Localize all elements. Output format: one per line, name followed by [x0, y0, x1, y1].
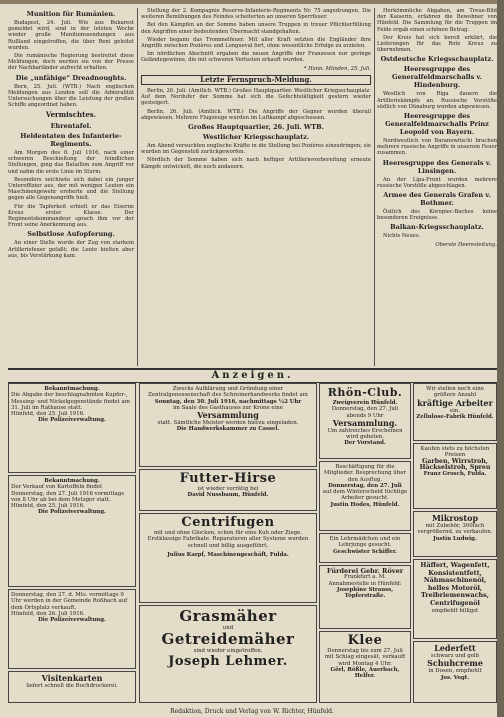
paragraph: Die rumänische Regierung bestreitet diese Meldungen, doch werden sie von der Presse der Nachbarländer aufrecht erhalten. [8, 53, 134, 72]
heading-leopold: Heeresgruppe des Generalfeldmarschalls Prinz Leopold von Bayern. [385, 112, 489, 137]
ad-title-2: Getreidemäher [161, 630, 295, 649]
dateline: * Hann. Münden, 25. Juli. [303, 65, 371, 72]
column-3 [377, 8, 497, 366]
ad-klee [319, 631, 411, 703]
ad-visitenkarten [8, 671, 136, 703]
ad-title-1: Grasmäher [179, 607, 277, 625]
ad-list: Garben, Wirrstroh, Häckselstroh, Spreu [419, 457, 491, 471]
ad-seller: David Nussbaum, Hünfeld. [187, 492, 269, 499]
ad-seller: Jos. Vogt. [440, 674, 470, 681]
paragraph: Wieder begann das Trommelfeuer. Mit aller Kraft setzten die Engländer ihre Angriffe zwischen Pozières und Longueval fort, ohne wesentliche Erfolge zu erzielen. [141, 36, 371, 50]
ad-futter-hirse [139, 469, 317, 511]
heading-balkan: Balkan-Kriegsschauplatz. [390, 223, 484, 232]
heading-fernspruch: Letzte Fernspruch-Meldung. [141, 75, 371, 85]
ad-date: Donnerstag, den 27. Juli abends 9 Uhr [331, 406, 399, 419]
ad-subtitle: ist wieder vorrätig bei [197, 486, 259, 492]
ad-text: Um zahlreiches Erscheinen wird gebeten. [327, 427, 403, 441]
ad-text: mit Zubehör, 300fach vergrößernd, zu verkaufen. [417, 523, 493, 536]
column-rule [137, 8, 138, 366]
ad-grasmaeher [139, 605, 317, 703]
ad-title: Bekanntmachung. [44, 386, 100, 392]
ad-text: Donnerstag, den 27. d. Mts. vormittags 9 Uhr werden in der Gemeinde Roßbach auf dem Ortsplatz verkauft. [11, 592, 128, 611]
ad-seller: Josephine Strauss, Töpferstraße. [336, 586, 394, 600]
footer-imprint: Redaktion, Druck und Verlag von W. Richter, Hünfeld. [170, 708, 334, 715]
paragraph: Stellung der 2. Kompagnie Reserve-Infanterie-Regiments Nr. 75 angedrungen. Die weiteren Bemühungen des Feindes scheiterten an unseren Sperrfeuer. [141, 8, 371, 21]
ad-seller: Julius Karpf, Maschinengeschäft, Fulda. [167, 551, 289, 558]
ad-text: liefert schnell die Buchdruckerei. [26, 683, 118, 689]
ad-subtitle: Zweigverein Hünfeld. [332, 400, 398, 406]
ad-title: Versammlung [197, 410, 259, 421]
paragraph: Westlich von Riga dauern die Artilleriekämpfe an. Russische Vorstöße südlich von Dünaburg wurden abgewiesen. [377, 91, 497, 110]
ad-subtitle: ein. [449, 407, 461, 414]
paragraph: Am Morgen des 8. Juli 1916, nach einer schweren Beschießung der feindlichen Stellungen, ging das Bataillon zum Angriff vor und nahm die erste Linie im Sturm. [8, 149, 134, 175]
ad-seller: Justin Hodes, Hünfeld. [330, 501, 400, 508]
ad-title-2: Schuhcreme [427, 658, 483, 669]
ad-date: Sonntag, den 30. Juli 1916, nachmittags ½2 Uhr [154, 398, 302, 405]
ad-intro: Wir stellen noch eine größere Anzahl [426, 386, 484, 399]
ad-text: Der Verkauf von Kartoffeln findet Donnerstag, den 27. Juli 1916 vormittags von 8 Uhr ab bei dem Metzger statt. [11, 484, 125, 503]
ad-fuerderei [319, 565, 411, 629]
ad-subtitle: sind wieder eingetroffen. [193, 648, 263, 655]
ad-title: kräftige Arbeiter [417, 397, 493, 408]
heading-bothmer: Armee des Generals Grafen v. Bothmer. [383, 191, 491, 208]
ad-title: Fürderei Gebr. Röver [326, 567, 404, 575]
ad-firm: Zellulose-Fabrik Hünfeld. [416, 413, 494, 420]
ad-place: im Saale des Gasthauses zur Krone eine [173, 404, 283, 411]
signature: Oberste Heeresleitung. [435, 241, 497, 248]
paragraph: Im nördlichen Abschnitt ergaben die neuen Angriffe der Franzosen nur geringe Geländegewinne, die mit schweren Verlusten erkauft wurden. [141, 51, 371, 64]
heading-vermischtes: Vermischtes. [45, 110, 97, 120]
column-1 [8, 8, 134, 366]
column-2 [141, 8, 371, 366]
heading-munition: Munition für Rumänien. [26, 10, 116, 18]
ad-date: Donnerstag, den 27. Juli [328, 482, 402, 489]
column-rule [374, 8, 375, 366]
ad-intro: Zwecks Aufklärung und Gründung einer Zentralgenossenschaft des Schreinerhandwerks findet am [148, 386, 308, 399]
ad-title: Klee [347, 633, 383, 648]
heading-hindenburg: Heeresgruppe des Generalfeldmarschalls v. Hindenburg. [392, 65, 482, 90]
ad-signature: Die Polizeiverwaltung. [38, 509, 106, 516]
anzeigen-header [8, 368, 497, 383]
paragraph: Am Abend versuchten englische Kräfte in die Stellung bei Pozières einzudringen; sie wurden im Gegenstoß zurückgeworfen. [141, 143, 371, 156]
paragraph: Herkömmliche Abgaben, am Treue-Bild der Kaiserin, erfahren die Bewohner von Hünfeld. Die Sammlung für die Truppen im Felde ergab einen schönen Betrag. [377, 8, 497, 33]
ad-text: in Dosen, empfiehlt [428, 668, 482, 675]
ad-bekanntmachung-3 [8, 589, 136, 669]
ad-bekanntmachung-2 [8, 475, 136, 587]
heading-aufopferung: Selbstlose Aufopferung. [27, 230, 115, 239]
ad-text: Beschäftigung für die Mitglieder. Besprechung über den Ausflug. [324, 464, 406, 483]
ad-seller: Geschwister Schiffer. [333, 548, 397, 555]
ad-title: Mikrostop [431, 513, 479, 523]
ad-text: mit und ohne Glocken, schon für eine Kuh oder Ziege. Erstklassige Fabrikate. Reparaturen aller Systeme werden schnell und billig ausgeführt. [147, 530, 309, 549]
ad-and: und [222, 625, 234, 631]
ad-arbeiter [413, 383, 497, 441]
paragraph: Nördlich der Somme haben sich nach heftiger Artillerievorbereitung erneute Kämpfe entwickelt, die noch andauern. [141, 157, 371, 170]
ad-versammlung-schreiner [139, 383, 317, 467]
heading-ostlich: Ostdeutsche Kriegsschauplatz. [380, 55, 494, 64]
heading-linsingen: Heeresgruppe des Generals v. Linsingen. [382, 158, 492, 175]
heading-dreadnoughts: Die „unfähige“ Dreadnoughts. [15, 73, 127, 82]
paragraph: Bei den Kämpfen an der Somme haben unsere Truppen in treuer Pflichterfüllung den Angriffen einer bedeutenden Übermacht standgehalten. [141, 22, 371, 35]
ad-rhoen-2 [319, 461, 411, 531]
ad-seller: Joseph Lehmer. [168, 653, 288, 669]
ad-seller: Görl, Rößle, Auerbach, Helfer. [330, 666, 400, 680]
paragraph: Östlich des Koropiec-Baches keine besonderen Ereignisse. [377, 209, 497, 222]
ad-title: Rhön-Club. [327, 386, 403, 399]
ad-kaufen [413, 443, 497, 509]
heading-ehrentafel: Ehrentafel. [50, 121, 92, 130]
ad-title: Visitenkarten [41, 673, 103, 683]
ad-signature: Die Polizeiverwaltung. [38, 417, 106, 424]
ad-place: Hünfeld, den 25. Juli 1916. [11, 503, 85, 510]
ad-bekanntmachung-1 [8, 383, 136, 473]
paragraph: Berlin, 26. Juli. (Amtlich. WTB.) Großes Hauptquartier. Westlicher Kriegsschauplatz: Auf dem Nordufer der Somme hat sich die Gefechtstätigkeit gestern wieder gesteigert. [141, 88, 371, 107]
heading-westlich: Westlicher Kriegsschauplatz. [202, 133, 310, 142]
ad-seller: Justin Ludwig. [433, 535, 477, 542]
heading-hauptquartier: Großes Hauptquartier, 26. Juli. WTB. [188, 123, 324, 132]
ad-text: Die Abgabe der beschlagnahmten Kupfer-, Messing- und Nickelgegenstände findet am 31. Juli im Rathause statt. [11, 392, 130, 411]
ad-place: Hünfeld, den 25. Juli 1916. [11, 411, 85, 418]
paragraph: An der Lipa-Front wurden mehrere russische Vorstöße abgeschlagen. [377, 176, 497, 189]
ad-centrifugen [139, 513, 317, 603]
ad-intro: Kaufen stets zu höchsten Preisen [420, 446, 490, 459]
ad-signature: Die Polizeiverwaltung. [38, 617, 106, 624]
page-top-edge [0, 0, 504, 4]
paragraph: Berlin, 26. Juli. (Amtlich. WTB.) Die Angriffe der Gegner wurden überall abgewiesen. Mehrere Flugzeuge wurden im Luftkampf abgeschossen. [141, 108, 371, 121]
ad-title: Bekanntmachung. [44, 478, 100, 484]
ad-mikrostop [413, 511, 497, 557]
ad-lehrmaedchen [319, 533, 411, 563]
paragraph: Budapest, 24. Juli. Wie aus Bukarest gemeldet wird, sind in der letzten Woche wieder große Munitionssendungen aus Rußland eingetroffen, die über Reni geleitet wurden. [8, 20, 134, 51]
paragraph: Bern, 25. Juli. (WTB.) Nach englischen Meldungen aus London soll die Admiralität Untersuchungen über die Leistung der großen Schiffe angeordnet haben. [8, 83, 134, 109]
ad-subtitle: schwarz und gelb [430, 653, 480, 659]
paragraph: Nordwestlich von Baranowitschi brachen mehrere russische Angriffe in unserem Feuer zusammen. [377, 138, 497, 157]
paragraph: Für die Tapferkeit erhielt er das Eiserne Kreuz erster Klasse. Der Regimentskommandeur sprach ihm vor der Front seine Anerkennung aus. [8, 203, 134, 229]
paragraph: Besonders zeichnete sich dabei ein junger Unteroffizier aus, der mit wenigen Leuten ein Maschinengewehr eroberte und die Stellung gegen alle Gegenangriffe hielt. [8, 176, 134, 202]
ad-subtitle: Frankfurt a. M. [343, 574, 387, 581]
paragraph: Nichts Neues. [383, 233, 421, 240]
paragraph: Der Kreis hat sich bereit erklärt, die Lieferungen für das Rote Kreuz zu übernehmen. [377, 34, 497, 54]
page-right-edge [497, 0, 504, 717]
ad-haeffert [413, 559, 497, 639]
ad-heading: Versammlung. [332, 417, 398, 428]
ad-organizer: Die Handwerkskammer zu Cassel. [176, 426, 280, 433]
ad-text: Annahmestelle in Hünfeld: [328, 580, 402, 587]
ad-rhoen-club [319, 383, 411, 459]
ad-text: Donnerstag bis zum 27. Juli mit Schlag eingesät, verkauft wird Montag 4 Uhr. [324, 648, 406, 667]
anzeigen-title: Anzeigen. [211, 370, 294, 381]
ad-text: statt. Sämtliche Meister werden hierzu eingeladen. [157, 420, 299, 427]
ad-text: Ein Lehrmädchen und ein Lehrjunge gesucht. [329, 536, 401, 549]
ad-title: Centrifugen [181, 515, 275, 530]
ad-lederfett [413, 641, 497, 703]
ad-text-2: auf dem Winterscheid tüchtige Arbeiter gesucht. [322, 489, 408, 502]
ad-title: Häffert, Wagenfett, Konsistentfett, Nähmaschinenöl, helles Motoröl, Treibriemenwachs, Centrifugenöl [420, 561, 490, 607]
ad-firm: Franz Grosch, Fulda. [423, 471, 487, 478]
ad-place: Hünfeld, den 26. Juli 1916. [11, 610, 85, 617]
ad-title: Futter-Hirse [179, 471, 277, 486]
heading-heldentaten: Heldentaten des Infanterie-Regiments. [20, 131, 122, 148]
paragraph: An einer Stelle wurde der Zug von starkem Artilleriefeuer gefaßt; die Leute hielten aber aus, bis Verstärkung kam. [8, 240, 134, 259]
ad-title: Lederfett [434, 643, 476, 653]
ad-seller: empfiehlt billigst [431, 607, 479, 614]
ad-signature: Der Vorstand. [344, 440, 386, 447]
